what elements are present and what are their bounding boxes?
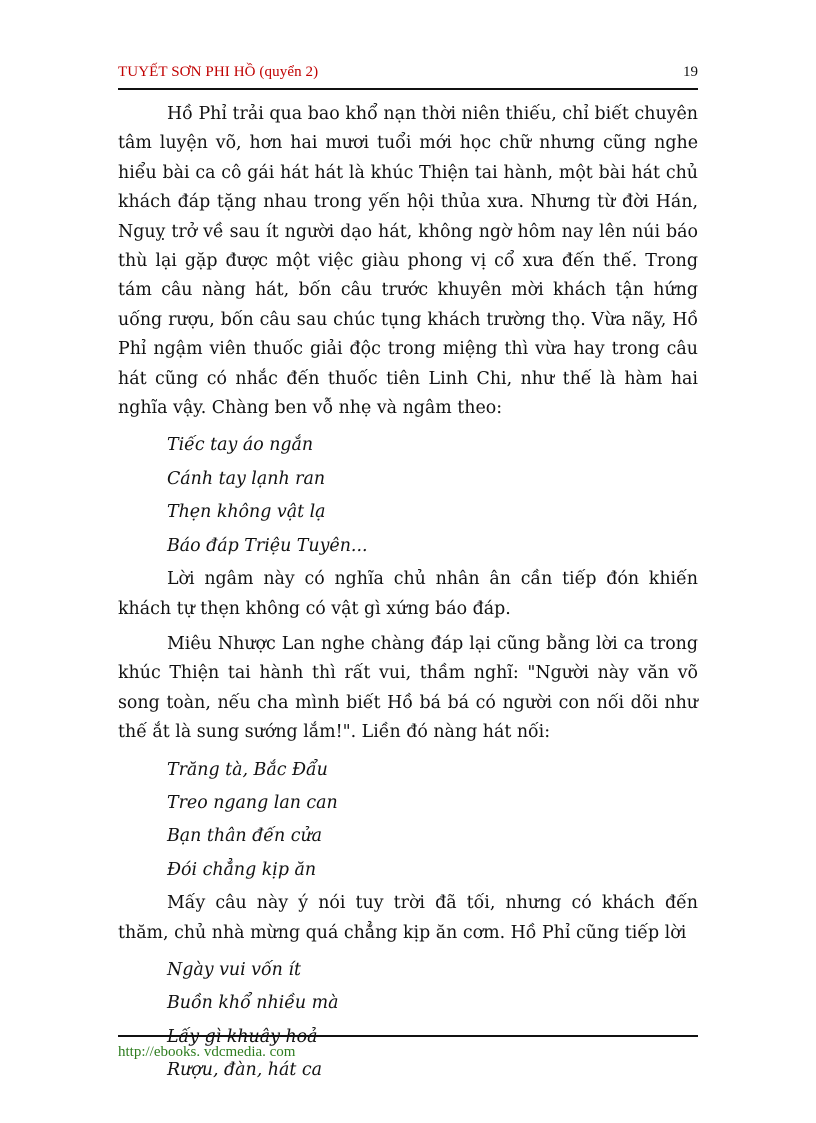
paragraph: Mấy câu này ý nói tuy trời đã tối, nhưng có khách đến thăm, chủ nhà mừng quá chẳng kịp ăn cơm. Hồ Phỉ cũng tiếp lời xyxy=(118,893,698,943)
verse-line: Đói chẳng kịp ăn xyxy=(167,859,317,880)
footer-divider xyxy=(118,1035,698,1037)
verse-group xyxy=(118,429,698,563)
paragraph: Hồ Phỉ trải qua bao khổ nạn thời niên thiếu, chỉ biết chuyên tâm luyện võ, hơn hai mươi tuổi mới học chữ nhưng cũng nghe hiểu bài ca cô gái hát hát là khúc Thiện tai hành, một bài hát chủ khách đáp tặng nhau trong yến hội thủa xưa. Nhưng từ đời Hán, Nguỵ trở về sau ít người dạo hát, không ngờ hôm nay lên núi báo thù lại gặp được một việc giàu phong vị cổ xưa đến thế. Trong tám câu nàng hát, bốn câu trước khuyên mời khách tận hứng uống rượu, bốn câu sau chúc tụng khách trường thọ. Vừa nãy, Hồ Phỉ ngậm viên thuốc giải độc trong miệng thì vừa hay trong câu hát cũng có nhắc đến thuốc tiên Linh Chi, như thế là hàm hai nghĩa vậy. Chàng ben vỗ nhẹ và ngâm theo: xyxy=(118,104,698,419)
verse-line: Trăng tà, Bắc Đẩu xyxy=(167,759,328,780)
verse-group xyxy=(118,754,698,888)
verse-line: Thẹn không vật lạ xyxy=(167,502,326,523)
verse-line: Lấy gì khuây hoả xyxy=(167,1026,318,1047)
paragraph: Lời ngâm này có nghĩa chủ nhân ân cần tiếp đón khiến khách tự thẹn không có vật gì xứng báo đáp. xyxy=(118,569,698,619)
verse-line: Treo ngang lan can xyxy=(167,792,338,813)
verse-line: Cánh tay lạnh ran xyxy=(167,468,326,489)
verse-group xyxy=(118,954,698,1088)
verse-line: Báo đáp Triệu Tuyên... xyxy=(167,535,368,556)
page-header xyxy=(118,64,698,90)
verse-line: Tiếc tay áo ngắn xyxy=(167,435,314,456)
verse-line: Buồn khổ nhiều mà xyxy=(167,993,339,1014)
footer-link[interactable]: http://ebooks. vdcmedia. com xyxy=(118,1044,296,1060)
verse-line: Bạn thân đến cửa xyxy=(167,826,323,847)
page-number: 19 xyxy=(683,64,698,80)
book-title: TUYẾT SƠN PHI HỒ (quyển 2) xyxy=(118,64,319,80)
verse-line: Ngày vui vốn ít xyxy=(167,959,301,980)
page-body xyxy=(118,100,698,1090)
verse-line: Rượu, đàn, hát ca xyxy=(167,1060,322,1081)
paragraph: Miêu Nhược Lan nghe chàng đáp lại cũng bằng lời ca trong khúc Thiện tai hành thì rất vui, thầm nghĩ: "Người này văn võ song toàn, nếu cha mình biết Hồ bá bá có người con nối dõi như thế ắt là sung sướng lắm!". Liền đó nàng hát nối: xyxy=(118,633,698,743)
